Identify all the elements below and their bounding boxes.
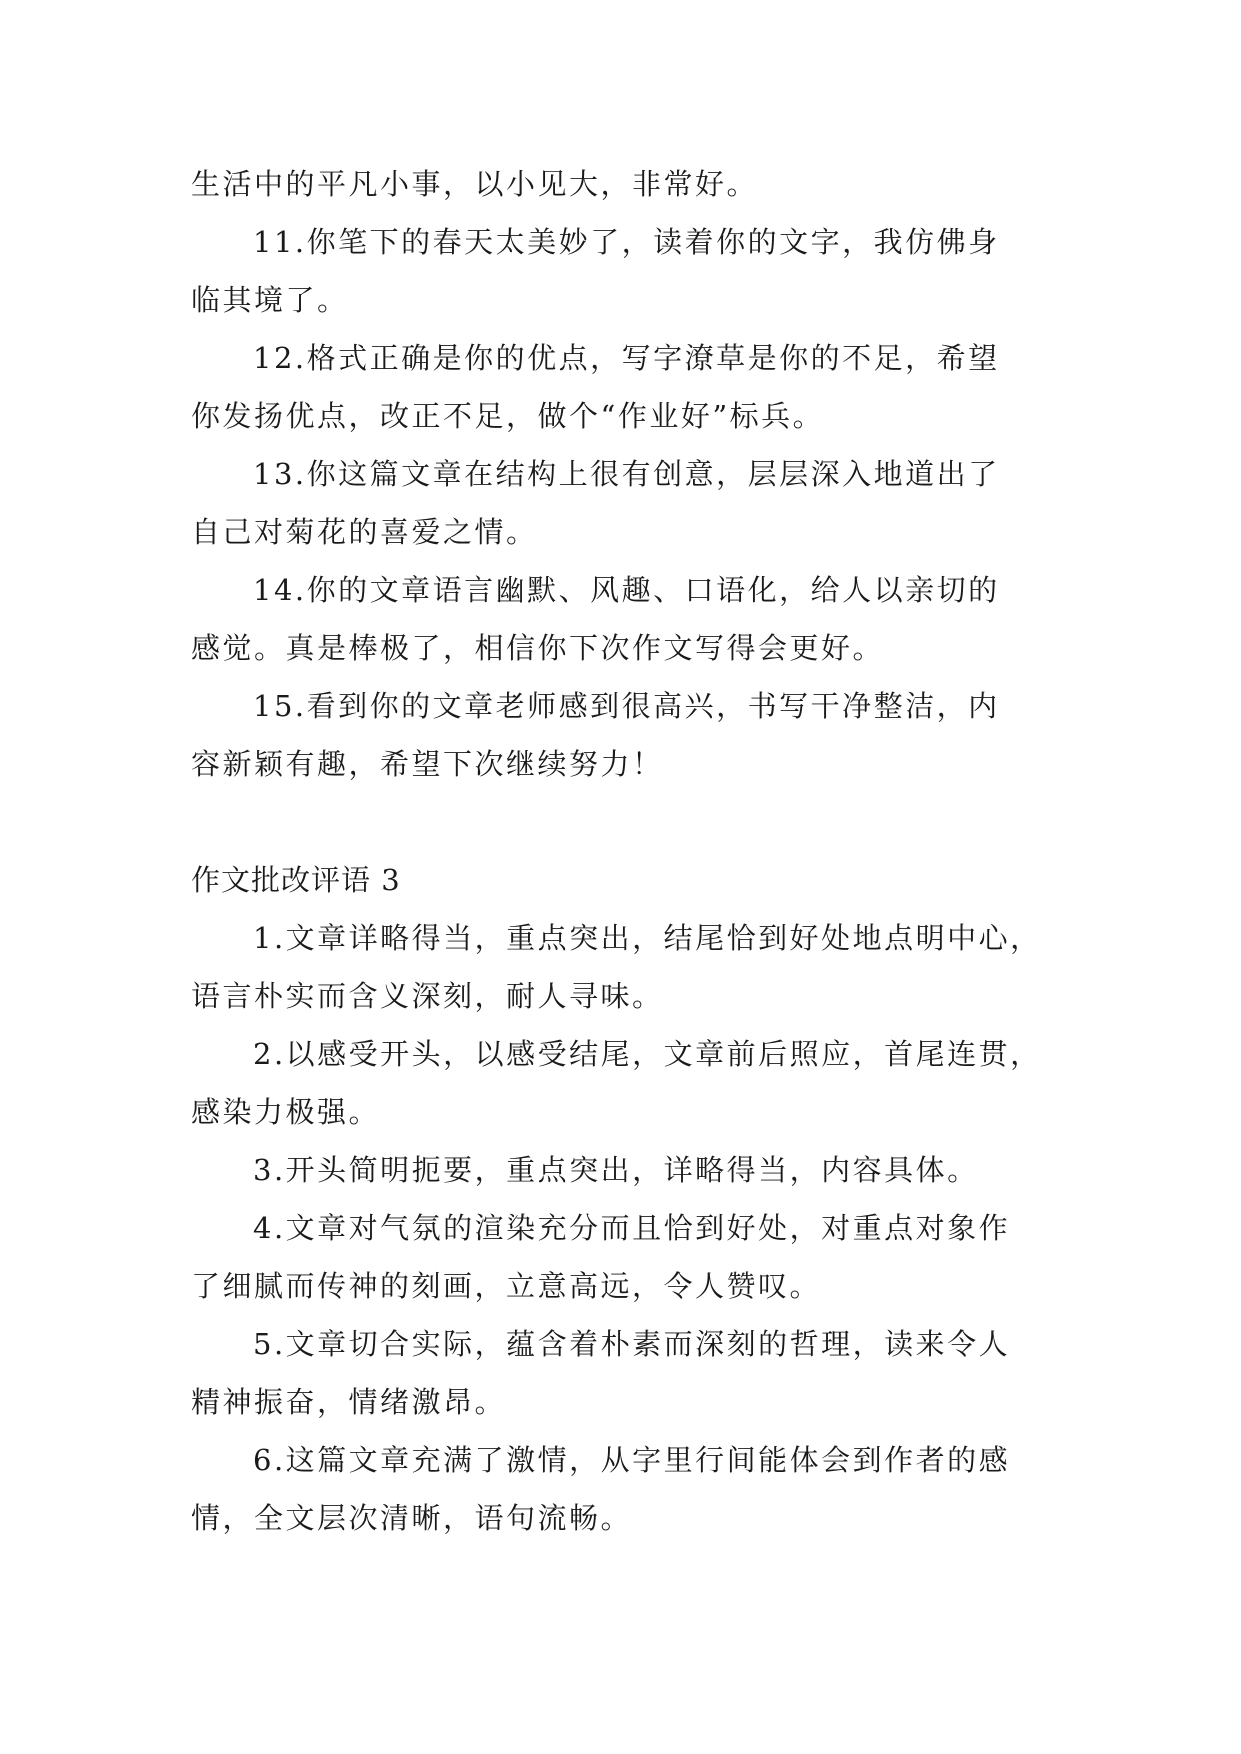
text-line: 容新颖有趣，希望下次继续努力！ [191, 747, 664, 781]
comment-item-3: 3.开头简明扼要，重点突出，详略得当，内容具体。 [253, 1153, 979, 1187]
text-line: 了细腻而传神的刻画，立意高远，令人赞叹。 [191, 1269, 822, 1303]
text-line: 临其境了。 [191, 283, 349, 317]
comment-item-4: 4.文章对气氛的渲染充分而且恰到好处，对重点对象作 [253, 1211, 1011, 1245]
comment-item-11: 11.你笔下的春天太美妙了，读着你的文字，我仿佛身 [253, 225, 1000, 259]
comment-item-13: 13.你这篇文章在结构上很有创意，层层深入地道出了 [253, 457, 1000, 491]
comment-item-1: 1.文章详略得当，重点突出，结尾恰到好处地点明中心， [253, 921, 1042, 955]
section-heading: 作文批改评语 3 [191, 863, 401, 897]
comment-item-12: 12.格式正确是你的优点，写字潦草是你的不足，希望 [253, 341, 1000, 375]
section-spacer [191, 793, 1059, 851]
comment-item-5: 5.文章切合实际，蕴含着朴素而深刻的哲理，读来令人 [253, 1327, 1011, 1361]
comment-item-2: 2.以感受开头，以感受结尾，文章前后照应，首尾连贯， [253, 1037, 1042, 1071]
text-line: 自己对菊花的喜爱之情。 [191, 515, 538, 549]
document-body [191, 155, 1059, 1547]
text-line: 感染力极强。 [191, 1095, 381, 1129]
text-line: 情，全文层次清晰，语句流畅。 [191, 1501, 633, 1535]
text-line: 你发扬优点，改正不足，做个“作业好”标兵。 [191, 399, 825, 433]
comment-item-14: 14.你的文章语言幽默、风趣、口语化，给人以亲切的 [253, 573, 1000, 607]
text-line: 精神振奋，情绪激昂。 [191, 1385, 507, 1419]
text-line: 生活中的平凡小事，以小见大，非常好。 [191, 167, 759, 201]
comment-item-15: 15.看到你的文章老师感到很高兴，书写干净整洁，内 [253, 689, 1000, 723]
text-line: 语言朴实而含义深刻，耐人寻味。 [191, 979, 664, 1013]
comment-item-6: 6.这篇文章充满了激情，从字里行间能体会到作者的感 [253, 1443, 1011, 1477]
text-line: 感觉。真是棒极了，相信你下次作文写得会更好。 [191, 631, 885, 665]
